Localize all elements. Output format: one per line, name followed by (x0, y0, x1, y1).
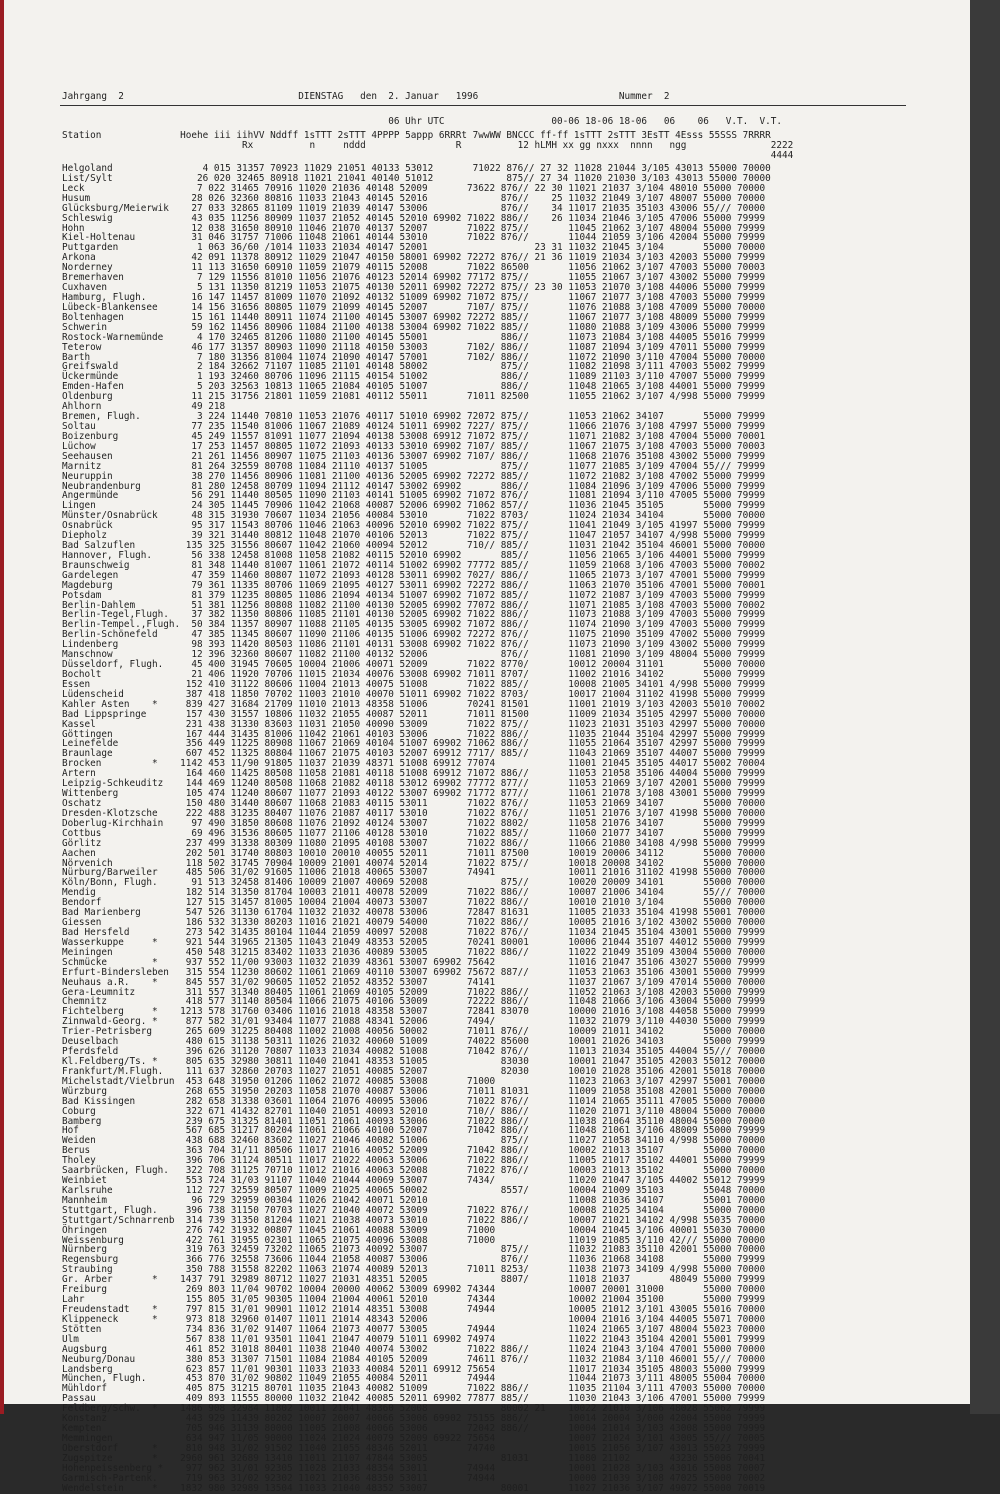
table-row: München, Flugh. 453 870 31/02 90802 11049 21055 40084 52011 74944 11044 21073 3/111 48005 55004 70000 (62, 1373, 766, 1385)
table-row: Weissenburg 422 761 31955 02301 11065 21075 40096 53008 71000 11019 21085 3/110 42/// 55000 70000 (62, 1234, 766, 1246)
table-row: Hohn 12 038 31650 80910 11046 21070 40137 52007 71022 875// 11045 21062 3/107 48004 55000 79999 (62, 222, 766, 234)
table-row: Weinbiet 553 724 31/03 91107 11040 21044 40069 53007 7434/ 11020 21047 3/105 44002 55012 79999 (62, 1175, 766, 1187)
table-row: Regensburg 366 776 32558 73606 11044 21058 40087 53006 876// 11036 21068 34108 55000 79999 (62, 1254, 766, 1266)
table-row: Bad Marienberg 547 526 31130 61704 11032 21032 40078 53006 72847 81631 11005 21033 35104 41998 55001 70000 (62, 907, 766, 919)
table-row: Emden-Hafen 5 203 32563 10813 11065 21084 40105 51007 886// 11048 21065 3/108 44001 55000 79999 (62, 381, 766, 393)
table-row: Puttgarden 1 063 36/60 /1014 11033 21034 40147 52001 23 31 11032 21045 3/104 55000 70000 (62, 242, 766, 254)
table-row: Weiden 438 688 32460 83602 11027 21046 40082 51006 875// 11027 21058 34110 4/998 55000 70000 (62, 1135, 766, 1147)
table-row: Erfurt-Bindersleben 315 554 11230 80602 11061 21069 40110 53007 69902 75672 887// 11053 21063 35106 43001 55000 79999 (62, 966, 766, 978)
table-row: Kl.Feldberg/Ts. * 805 635 32980 30811 11040 21041 48353 51005 83030 10001 21047 35105 42003 55012 70000 (62, 1055, 766, 1067)
table-row: Memmingen 634 947 11/05 90000 11024 21024 40079 52009 69922 75654 10007 21024 3/101 43005 55/// 70005 (62, 1433, 766, 1444)
table-row: Bad Salzuflen 135 325 31556 80607 11042 21060 40094 52012 710// 885// 11031 21042 35104 46001 55000 70000 (62, 540, 766, 552)
table-row: Bad Hersfeld 273 542 31435 80104 11044 21059 40097 52008 71022 876// 11034 21045 35104 43001 55000 79999 (62, 926, 766, 938)
table-row: Trier-Petrisberg 265 609 31225 80408 11002 21008 40056 50002 71011 876// 10009 21011 34102 55000 70000 (62, 1026, 766, 1038)
table-row: Osnabrück 95 317 11543 80706 11046 21063 40096 52010 69902 71022 875// 11041 21049 3/105 41997 55000 79999 (62, 520, 766, 532)
table-row: Bamberg 239 675 31325 81401 11051 21061 40093 53006 71022 886// 11038 21064 35110 48004 55000 70000 (62, 1115, 766, 1127)
table-row: Diepholz 39 321 31440 80812 11048 21070 40106 52013 71022 875// 11047 21057 34107 4/998 55000 79999 (62, 530, 766, 542)
table-row: Görlitz 237 499 31338 80309 11080 21095 40108 53007 71022 886// 11066 21080 34108 4/998 55000 79999 (62, 837, 766, 849)
table-row: Pferdsfeld 396 626 31120 70807 11033 21034 40082 51008 71042 876// 11013 21034 35105 44004 55/// 70000 (62, 1046, 766, 1058)
table-row: Braunschweig 81 348 11440 81007 11061 21072 40114 51002 69902 77772 885// 11059 21068 3/106 47003 55000 70002 (62, 559, 766, 571)
table-row: Kiel-Holtenau 31 046 31757 71006 11048 21061 40144 53010 71022 876// 11044 21059 3/106 42004 55000 79999 (62, 232, 766, 244)
table-row: Ulm 567 838 11/01 93501 11041 21047 40079 51011 69902 74974 11022 21043 35104 42001 55001 79999 (62, 1333, 766, 1345)
table-row: Öhringen 276 742 31932 00807 11045 21061 40088 53009 71000 10004 21045 3/106 40001 55030 70000 (62, 1224, 766, 1236)
table-row: Köln/Bonn, Flugh. 91 513 32458 81406 10009 21007 40069 52008 875// 10020 20009 34101 55000 70000 (62, 877, 766, 889)
table-row: Göttingen 167 444 31435 81006 11042 21061 40103 53006 71022 886// 11035 21044 35104 42997 55000 79999 (62, 728, 766, 740)
table-row: Stuttgart, Flugh. 396 738 31150 70703 11027 21040 40072 53009 71022 876// 10008 21025 34104 55000 70000 (62, 1204, 766, 1216)
table-row: Mendig 182 514 31350 81704 10003 21011 40078 52009 71022 886// 10007 21006 34104 55/// 70000 (62, 887, 766, 899)
table-row: Mühldorf 405 875 31215 80701 11035 21043 40082 51009 71022 886// 11035 21104 3/111 47003 55000 70000 (62, 1383, 766, 1395)
table-row: Leinefelde 356 449 11225 80908 11067 21069 40104 51007 69902 71062 886// 11055 21064 35107 42997 55000 79999 (62, 738, 766, 750)
table-row: Berlin-Schönefeld 47 385 11345 80607 11090 21106 40135 51006 69902 72272 876// 11075 21090 35109 47002 55000 79999 (62, 629, 766, 641)
table-row: Potsdam 81 379 11235 80805 11086 21094 40134 51007 69902 71072 885// 11072 21087 3/109 47003 55000 79999 (62, 589, 766, 601)
table-row: Cottbus 69 496 31536 80605 11077 21106 40128 53010 71022 885// 11060 21077 34107 55000 79999 (62, 827, 766, 839)
table-row: Angermünde 56 291 11440 80505 11090 21103 40141 51005 69902 71072 876// 11081 21094 3/110 47005 55000 79999 (62, 490, 766, 502)
table-row: Boltenhagen 15 161 11440 80911 11074 21100 40145 53007 69902 72272 885// 11067 21077 3/108 48009 55000 79999 (62, 311, 766, 323)
table-row: Artern 164 460 11425 80508 11058 21081 40118 51008 69912 71072 886// 11053 21058 35106 44004 55000 79999 (62, 768, 766, 780)
issue-header: Jahrgang 2 DIENSTAG den 2. Januar 1996 Nummer 2 (62, 91, 670, 102)
table-row: Norderney 11 113 31650 60910 11059 21079 40115 52008 71022 86500 11056 21062 3/107 47003 55000 70003 (62, 262, 766, 274)
table-row: Tholey 396 706 31124 80511 11017 21022 40063 53006 71022 886// 11005 21017 35102 44001 55000 79999 (62, 1155, 766, 1167)
table-row: Lüdenscheid 387 418 11850 70702 11003 21010 40070 51011 69902 71022 8703/ 10017 21004 31102 41998 55000 79999 (62, 688, 766, 700)
table-row: Klippeneck * 973 818 32960 01407 11011 21014 48343 52006 10004 21016 3/104 44005 55071 70000 (62, 1313, 766, 1325)
document-page (4, 0, 970, 1494)
table-row: Fichtelberg * 1213 578 31760 03406 11016 21018 48358 53007 72841 83070 10000 21016 3/108 44058 55000 79999 (62, 1006, 766, 1018)
table-row: Wittenberg 105 474 11240 80607 11077 21093 40122 53007 69902 71772 877// 11061 21078 3/108 43001 55000 79999 (62, 788, 766, 800)
table-row: Lüchow 17 253 11457 80805 11072 21093 40133 53010 69902 7107/ 885// 11067 21075 3/108 47003 55000 70003 (62, 440, 766, 452)
table-row: Bad Lippspringe 157 430 31557 10806 11032 21055 40087 52011 71011 81500 11009 21034 35105 42997 55000 70000 (62, 708, 766, 720)
table-row: Passau 409 893 11555 80000 11032 21042 40085 52011 69902 77877 885// 11030 21043 3/106 47001 55000 79999 (62, 1393, 766, 1405)
column-header-line: 06 Uhr UTC 00-06 18-06 18-06 06 06 V.T. V.T. (62, 116, 783, 127)
table-row: Barth 7 180 31356 81004 11074 21090 40147 57001 7102/ 886// 11072 21090 3/110 47004 55000 70000 (62, 351, 766, 363)
column-header (62, 117, 793, 161)
table-row: Wendelstein * 1832 980 32989 13504 11033 21040 48352 53007 80001 11027 21036 3/107 49072 55000 70019 (62, 1482, 766, 1494)
table-row: Frankfurt/M.Flugh. 111 637 32860 20703 11027 21051 40085 52007 82030 10010 21028 35106 42001 55018 70000 (62, 1065, 766, 1077)
page-edge-shadow (970, 0, 1000, 1414)
table-row: Stuttgart/Schnarrenb 314 739 31350 81204 11021 21038 40073 53010 71022 886// 10007 21021 34102 4/998 55035 70000 (62, 1214, 766, 1226)
table-row: Deuselbach 480 615 31138 50311 11026 21032 40060 51009 74022 85600 10001 21026 34103 55000 79999 (62, 1036, 766, 1048)
table-row: Hannover, Flugh. 56 338 12458 81008 11058 21082 40115 52010 69902 885// 11056 21065 3/106 44001 55000 79999 (62, 549, 766, 561)
table-row: Braunlage 607 452 11325 80804 11067 21075 40103 52007 69912 7717/ 885// 11043 21069 35107 44007 55000 79999 (62, 748, 766, 760)
table-row: Bremerhaven 7 129 11556 81010 11056 21076 40123 52014 69902 77172 875// 11055 21067 3/107 43002 55000 79999 (62, 272, 766, 284)
table-row: Bad Kissingen 282 658 31338 03601 11064 21076 40095 53006 71022 876// 11014 21065 35111 47005 55000 70000 (62, 1095, 766, 1107)
table-row: List/Sylt 26 020 32465 80918 11021 21041 40140 51012 875// 27 34 11020 21030 3/103 43013 55000 70000 (62, 172, 771, 184)
table-row: Mannheim 96 729 32959 00304 11026 21042 40071 52010 11008 21036 34107 55001 70000 (62, 1194, 766, 1206)
table-row: Giessen 186 532 31330 80203 11016 21021 40079 54000 71022 886// 10005 21016 3/102 43002 55000 70000 (62, 917, 766, 929)
table-row: Berlin-Tegel,Flugh. 37 382 11350 80806 11085 21101 40130 52005 69902 71022 886// 11073 21088 3/109 47003 55000 79999 (62, 609, 766, 621)
table-row: Kassel 231 438 31330 83603 11031 21050 40090 53009 71022 875// 11023 21031 35103 42997 55000 70000 (62, 718, 766, 730)
column-header-line: 4444 (62, 149, 794, 161)
column-header-line: Rx n nddd R 12 hLMH xx gg nxxx nnnn ngg 2222 (62, 139, 794, 151)
table-row: Seehausen 21 261 11456 80907 11075 21103 40136 53007 69902 7107/ 886// 11068 21076 35108 43002 55000 79999 (62, 450, 766, 462)
table-row: Schmücke * 937 552 11/00 93003 11032 21039 48361 53007 69902 75642 11016 21047 35106 43027 55000 79999 (62, 956, 766, 968)
table-row: Düsseldorf, Flugh. 45 400 31945 70605 10004 21006 40071 52009 71022 8770/ 10012 20004 31101 55000 70000 (62, 659, 766, 671)
table-row: Oschatz 150 480 31440 80607 11068 21083 40115 53011 71022 876// 11053 21069 34107 55000 70000 (62, 798, 766, 809)
table-row: Soltau 77 235 11540 81006 11067 21089 40124 51011 69902 7227/ 875// 11066 21076 3/108 47997 55000 79999 (62, 420, 766, 432)
table-row: Coburg 322 671 41432 82701 11040 21051 40093 52010 710// 886// 11020 21071 3/110 48004 55000 70000 (62, 1105, 766, 1117)
table-row: Hohenpeissenberg * 977 962 31/01 92305 11028 21033 48354 53011 74944 10001 21028 3/103 43016 55008 70007 (62, 1462, 766, 1474)
table-row: Michelstadt/Vielbrun 453 648 31950 01206 11062 21072 40085 53008 71000 11023 21063 3/107 42997 55001 70000 (62, 1075, 766, 1087)
table-row: Garmisch-Partenk. 719 963 31/02 92302 11021 21036 48350 53011 74944 10000 21039 3/108 47025 55000 70002 (62, 1472, 766, 1484)
table-row: Neuburg/Donau 380 853 31307 71501 11084 21084 40105 52009 74611 876// 11032 21084 3/110 46001 55/// 70000 (62, 1353, 766, 1365)
table-row: Landsberg 623 857 11/01 90301 11033 21033 40084 52011 69912 75654 11017 21034 35105 48003 55000 79999 (62, 1363, 766, 1375)
table-row: Marnitz 81 264 32559 80708 11084 21110 40137 51005 875// 11077 21085 3/109 47004 55/// 79999 (62, 460, 766, 472)
table-row: Berlin-Dahlem 51 381 11256 80808 11082 21100 40130 52005 69902 77072 886// 11071 21085 3/108 47003 55000 70002 (62, 599, 766, 611)
table-row: Wasserkuppe * 921 544 31965 21305 11043 21049 48353 52005 70241 80001 10006 21044 35107 44012 55000 79999 (62, 936, 766, 948)
table-row: Augsburg 461 852 31018 80401 11038 21040 40074 53002 71022 886// 11024 21043 3/104 47001 55000 70000 (62, 1343, 766, 1355)
table-row: Greifswald 2 184 32662 71107 11085 21101 40148 58002 875// 11082 21098 3/111 47003 55002 79999 (62, 361, 766, 373)
header-line (62, 92, 670, 102)
table-row: Lingen 24 305 11445 70906 11042 21068 40087 52006 69902 71062 857// 11036 21045 35105 55000 79999 (62, 500, 766, 512)
table-row: Bremen, Flugh. 3 224 11440 70810 11053 21076 40117 51010 69902 72072 875// 11053 21062 34107 55000 79999 (62, 411, 766, 423)
table-row: Lindenberg 98 393 11420 80503 11086 21101 40131 53008 69902 71022 876// 11073 21090 3/109 43002 55000 79999 (62, 639, 766, 651)
header-rule (60, 105, 906, 106)
table-row: Schwerin 59 162 11456 80906 11084 21100 40138 53004 69902 71022 885// 11080 21088 3/109 43006 55000 79999 (62, 321, 766, 333)
table-row: Teterow 46 177 31357 80903 11090 21118 40150 53003 7102/ 886// 11087 21094 3/109 47011 55000 79999 (62, 341, 766, 353)
table-row: Dresden-Klotzsche 222 488 31235 80407 11076 21087 40117 53010 71022 876// 11051 21076 3/107 41998 55000 70000 (62, 807, 766, 819)
table-row: Chemnitz 418 577 31140 80504 11066 21075 40106 53009 72222 886// 11048 21066 3/106 43004 55000 79999 (62, 996, 766, 1008)
table-row: Nürnberg 319 763 32459 73202 11065 21073 40092 53007 875// 11032 21083 35110 42001 55000 70000 (62, 1244, 766, 1256)
table-row: Leipzig-Schkeuditz 144 469 11240 80508 11068 21082 40118 53012 69902 77772 877// 11053 21069 3/107 42001 55000 79999 (62, 778, 766, 790)
table-row: Straubing 350 788 31558 82202 11063 21074 40089 52013 71011 8253/ 11038 21073 34109 4/998 55000 70000 (62, 1264, 766, 1276)
table-row: Meiningen 450 548 31215 83402 11033 21036 40089 53005 71022 886// 11022 21049 35109 43004 55000 70000 (62, 946, 766, 958)
table-row: Berus 363 704 31/11 80506 11017 21016 40052 52009 71042 886// 10002 21013 35107 55000 70000 (62, 1145, 766, 1157)
table-row: Lübeck-Blankensee 14 156 31656 80805 11079 21099 40145 52007 7107/ 875// 11076 21088 3/108 47009 55000 70000 (62, 301, 766, 313)
table-row: Kempten 705 946 31139 80000 11005 21008 40066 53006 72042 886// 10004 21014 3/103 43008 55000 79999 (62, 1423, 766, 1435)
table-row: Freiburg 269 803 11/04 90702 10004 20000 40062 53009 69902 74344 10007 20001 31000 55000 70000 (62, 1284, 766, 1296)
table-row: Aachen 202 501 31740 80803 10010 20010 40055 52011 71011 87500 10019 20006 34112 55000 70000 (62, 847, 766, 859)
table-row: Gardelegen 47 359 11460 80807 11072 21093 40128 53011 69902 7027/ 886// 11065 21073 3/107 47001 55000 79999 (62, 569, 766, 581)
table-row: Neubrandenburg 81 280 12458 80709 11094 21112 40147 53002 69902 886// 11084 21096 3/109 47006 55000 79999 (62, 480, 766, 492)
table-row: Essen 152 410 31122 80606 11004 21013 40075 51008 71022 885// 10008 21005 34101 4/998 55000 79999 (62, 678, 766, 690)
table-row: Bendorf 127 515 31457 81005 10004 21004 40073 53007 71022 886// 10010 21010 3/104 55000 70000 (62, 897, 766, 909)
table-row: Feldberg/Schw. * 1486 908 32984 11802 10011 21041 48360 52008 80002 21 10022 21010 3/106 48028 55062 79999 (62, 1403, 766, 1415)
table-row: Boizenburg 45 249 11557 81091 11077 21094 40138 53008 69912 71072 875// 11071 21082 3/108 47004 55000 70001 (62, 430, 766, 442)
table-row: Hof 567 685 31217 80204 11061 21066 40100 52007 71042 886// 11048 21061 3/106 48009 55000 79999 (62, 1125, 766, 1137)
table-row: Husum 28 026 32360 80816 11033 21043 40145 52016 876// 25 11032 21049 3/107 48007 55000 70000 (62, 192, 766, 204)
table-row: Leck 7 022 31465 70916 11020 21036 40148 52009 73622 876// 22 30 11021 21037 3/104 48010 55000 70000 (62, 182, 766, 194)
column-header-line: Station Hoehe iii iihVV Nddff 1sTTT 2sTTT 4PPPP 5appp 6RRRt 7wwWW BNCCC ff-ff 1sTTT 2sTTT 3EsTT 4Esss 55SSS 7RRRR (62, 129, 771, 141)
table-row: Glücksburg/Meierwik 27 033 32865 81109 11019 21039 40147 53006 876// 34 11017 21035 35103 43006 55/// 70000 (62, 202, 766, 214)
table-row: Rostock-Warnemünde 4 170 32465 81206 11080 21100 40145 55001 886// 11073 21084 3/108 44005 55016 79999 (62, 331, 766, 343)
table-row: Nürburg/Barweiler 485 506 31/02 91605 11006 21018 40065 53007 74941 10011 21016 31102 41998 55000 70000 (62, 867, 766, 879)
table-row: Saarbrücken, Flugh. 322 708 31125 70710 11012 21016 40063 52008 71022 876// 10003 21013 35102 55000 70000 (62, 1165, 766, 1177)
table-row: Neuhaus a.R. * 845 557 31/02 90605 11052 21052 48352 53007 74141 11037 21067 3/109 47014 55000 70000 (62, 976, 766, 988)
table-row: Kahler Asten * 839 427 31684 21709 11010 21013 48358 51006 70241 81501 11001 21019 3/103 42003 55010 70002 (62, 698, 766, 710)
table-row: Manschnow 12 396 32360 80607 11082 21100 40132 52006 876// 11081 21090 3/109 48004 55000 79999 (62, 649, 766, 661)
table-row: Zinnwald-Georg. * 877 582 31/01 93404 11077 21088 48341 52006 7494/ 11032 21079 3/110 44030 55000 79999 (62, 1016, 766, 1028)
table-row: Karlsruhe 112 727 32559 80507 11009 21025 40065 50002 8557/ 10004 21009 35103 55048 70000 (62, 1184, 766, 1196)
table-row: Konstanz 443 929 11439 80202 10007 20007 40066 53006 69902 75155 886// 10014 20004 3/000 42004 55000 79999 (62, 1413, 766, 1425)
table-row: Münster/Osnabrück 48 315 31930 70607 11034 21056 40084 53010 71022 8703/ 11024 21034 34104 55000 70000 (62, 510, 766, 522)
station-table (62, 164, 771, 1494)
table-row: Ückermünde 1 193 32460 80706 11096 21115 40154 51002 886// 11089 21103 3/110 47007 55000 79999 (62, 371, 766, 383)
table-row: Hamburg, Flugh. 16 147 11457 81009 11070 21092 40132 51009 69902 71072 875// 11067 21077 3/108 47003 55000 79999 (62, 291, 766, 303)
table-row: Würzburg 268 655 31950 20203 11058 21070 40087 53006 71011 81031 11009 21058 35108 42001 55000 70000 (62, 1085, 766, 1097)
table-row: Magdeburg 79 361 11335 80706 11069 21095 40127 53011 69902 72272 886// 11063 21070 35106 47001 55000 70001 (62, 579, 766, 591)
table-row: Oberstdorf * 810 948 31/02 91502 11040 21055 48346 52011 74740 10015 21056 3/107 43013 55023 79999 (62, 1442, 766, 1454)
table-row: Ahlhorn 49 218 (62, 401, 226, 413)
table-row: Bocholt 21 406 11920 70706 11015 21034 40076 53008 69902 71011 8707/ 11002 21016 34102 55000 79999 (62, 669, 766, 681)
table-row: Arkona 42 091 11378 80912 11029 21047 40150 58001 69902 72272 876// 21 36 11019 21034 3/103 42003 55000 79999 (62, 252, 766, 264)
table-row: Brocken * 1142 453 11/90 91805 11037 21039 48371 51008 69912 77074 11001 21045 35105 44017 55002 70004 (62, 758, 766, 770)
table-row: Stötten 734 836 31/02 91407 11064 21073 40077 53005 74944 11024 21065 3/107 48004 55023 70000 (62, 1323, 766, 1335)
table-row: Neuruppin 38 270 11456 80906 11081 21100 40136 52005 69902 72272 885// 11072 21082 3/108 47002 55000 79999 (62, 470, 766, 482)
table-row: Nörvenich 118 502 31745 70904 10009 21001 40074 52014 71022 875// 10018 20008 34102 55000 70000 (62, 857, 766, 869)
table-row: Oldenburg 11 215 31756 21801 11059 21081 40112 55011 71011 82500 11055 21062 3/107 4/998 55000 79999 (62, 391, 766, 403)
table-row: Freudenstadt * 797 815 31/01 90901 11012 21014 48351 53008 74944 10005 21012 3/101 43005 55016 70000 (62, 1304, 766, 1316)
table-row: Cuxhaven 5 131 11350 81219 11053 21075 40130 52011 69902 72272 875// 23 30 11053 21070 3/108 44006 55000 79999 (62, 282, 766, 294)
table-row: Berlin-Tempel.,Flugh. 50 384 11357 80907 11088 21105 40135 53005 69902 71072 886// 11074 21090 3/109 47003 55000 79999 (62, 619, 766, 631)
table-row: Gr. Arber * 1437 791 32989 80712 11027 21031 48351 52005 8807/ 11018 21037 48049 55000 79999 (62, 1274, 766, 1286)
table-row: Gera-Leumnitz 311 557 31340 80405 11061 21069 40105 52009 71022 886// 11052 21063 3/108 42003 55000 79999 (62, 986, 766, 998)
table-row: Doberlug-Kirchhain 97 490 31850 80608 11076 21092 40124 53007 71022 8802/ 11058 21076 34107 55000 79999 (62, 817, 766, 829)
table-row: Helgoland 4 015 31357 70923 11029 21051 40133 53012 71022 876// 27 32 11028 21044 3/105 43013 55000 70000 (62, 163, 771, 174)
table-row: Zugspitze * 2960 961 32689 13410 11011 21107 47844 53005 81031 11080 21102 43230 55006 70041 (62, 1452, 766, 1464)
table-row: Lahr 155 805 31/05 90305 11004 21004 40061 52010 74344 10002 21004 35100 55000 79999 (62, 1294, 766, 1306)
table-row: Schleswig 43 035 11256 80909 11037 21052 40145 52010 69902 71022 886// 26 11034 21046 3/105 47006 55000 79999 (62, 212, 766, 224)
